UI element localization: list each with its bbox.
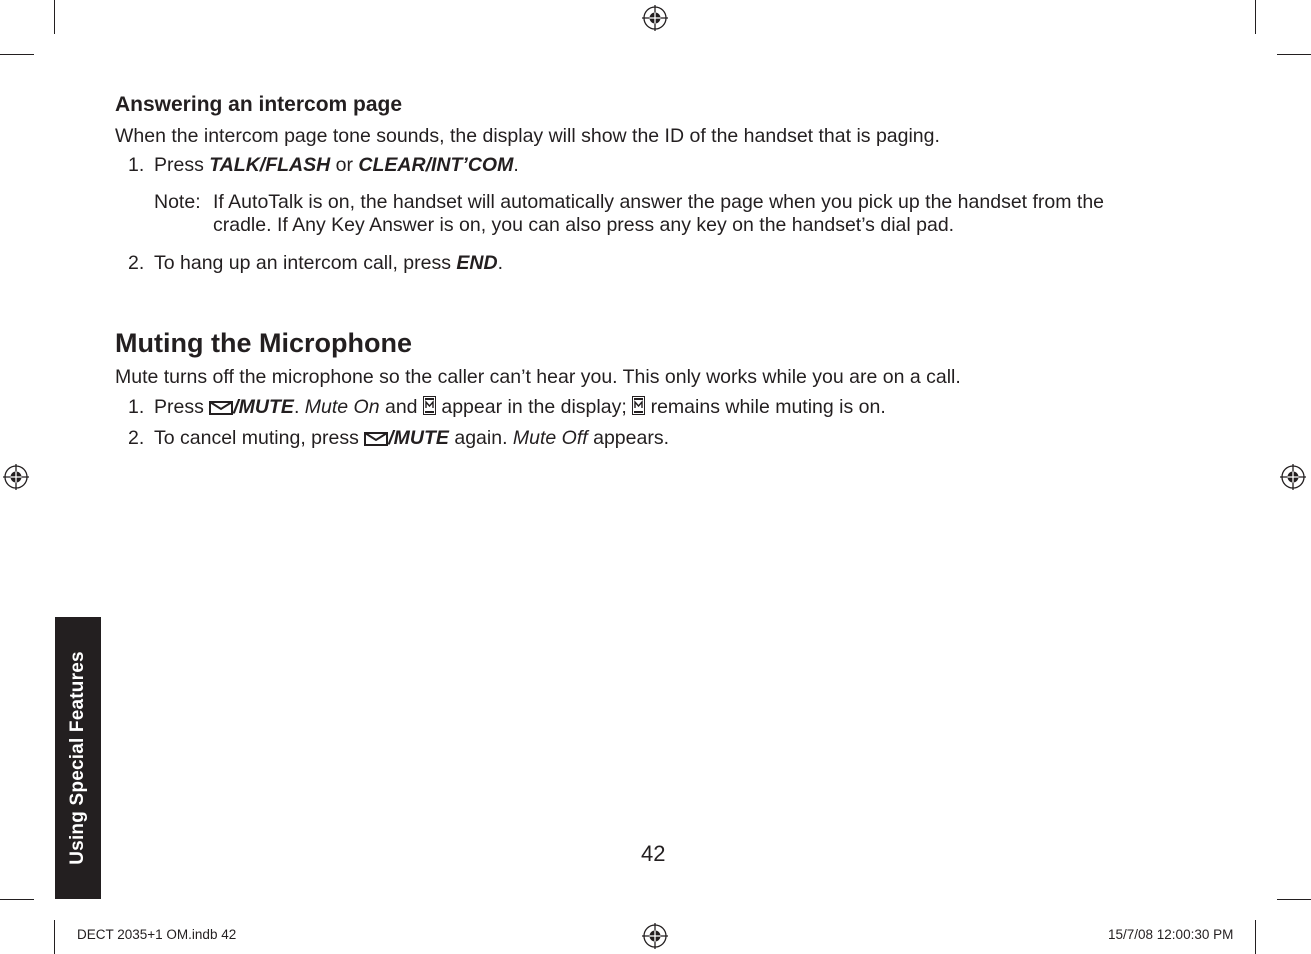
step-text-and: and bbox=[379, 396, 423, 418]
display-text: Mute Off bbox=[512, 427, 588, 449]
step-text bbox=[154, 154, 519, 177]
step-number: 1. bbox=[128, 396, 145, 418]
note-line: cradle. If Any Key Answer is on, you can also press any key on the handset’s dial pad. bbox=[213, 214, 955, 236]
step-text-pre: To cancel muting, press bbox=[154, 427, 365, 449]
crop-mark bbox=[0, 899, 34, 900]
section-heading: Answering an intercom page bbox=[115, 93, 403, 116]
display-text: Mute On bbox=[304, 396, 380, 418]
step-text-mid: again. bbox=[448, 427, 513, 449]
talk-flash-key: TALK/FLASH bbox=[209, 154, 331, 176]
registration-mark-icon bbox=[642, 923, 668, 949]
note-line: If AutoTalk is on, the handset will automatically answer the page when you pick up the handset from the bbox=[213, 191, 1105, 213]
step-text-post: . bbox=[513, 154, 519, 176]
side-tab bbox=[55, 617, 101, 899]
note-label: Note: bbox=[154, 191, 201, 213]
step-text-post: . bbox=[497, 252, 504, 274]
page-number: 42 bbox=[641, 841, 666, 866]
registration-mark-icon bbox=[642, 5, 668, 31]
step-text-post: appears. bbox=[587, 427, 669, 449]
mute-key: /MUTE bbox=[388, 427, 449, 449]
envelope-icon bbox=[209, 401, 233, 415]
crop-mark bbox=[54, 920, 55, 954]
crop-mark bbox=[1255, 0, 1256, 34]
crop-mark bbox=[1277, 899, 1311, 900]
end-key: END bbox=[456, 252, 498, 274]
step-text bbox=[154, 252, 503, 275]
envelope-icon bbox=[364, 432, 388, 446]
slug-date: 15/7/08 12:00:30 PM bbox=[1108, 927, 1234, 942]
step-number: 2. bbox=[128, 252, 145, 274]
crop-mark bbox=[54, 0, 55, 34]
step-text-post: remains while muting is on. bbox=[645, 396, 886, 418]
step-text-pre: Press bbox=[154, 396, 210, 418]
mute-indicator-icon bbox=[423, 396, 436, 415]
section-title: Muting the Microphone bbox=[115, 328, 412, 358]
step-number: 1. bbox=[128, 154, 145, 176]
crop-mark bbox=[1277, 54, 1311, 55]
step-text-mid: appear in the display; bbox=[435, 396, 633, 418]
registration-mark-icon bbox=[3, 464, 29, 490]
step-number: 2. bbox=[128, 427, 145, 449]
mute-key: /MUTE bbox=[233, 396, 294, 418]
step-text-mid: or bbox=[330, 154, 359, 176]
crop-mark bbox=[1255, 920, 1256, 954]
step-text bbox=[154, 427, 669, 450]
mute-indicator-icon bbox=[632, 396, 645, 415]
section-intro: When the intercom page tone sounds, the display will show the ID of the handset that is paging. bbox=[115, 125, 940, 147]
step-text-dot: . bbox=[293, 396, 305, 418]
clear-intcom-key: CLEAR/INT’COM bbox=[358, 154, 514, 176]
crop-mark bbox=[0, 54, 34, 55]
side-tab-label: Using Special Features bbox=[67, 651, 88, 865]
step-text-pre: Press bbox=[154, 154, 210, 176]
step-text-pre: To hang up an intercom call, press bbox=[154, 252, 457, 274]
slug-file: DECT 2035+1 OM.indb 42 bbox=[77, 927, 237, 942]
registration-mark-icon bbox=[1280, 464, 1306, 490]
step-text bbox=[154, 396, 886, 419]
section-intro: Mute turns off the microphone so the caller can’t hear you. This only works while you are on a call. bbox=[115, 366, 961, 388]
